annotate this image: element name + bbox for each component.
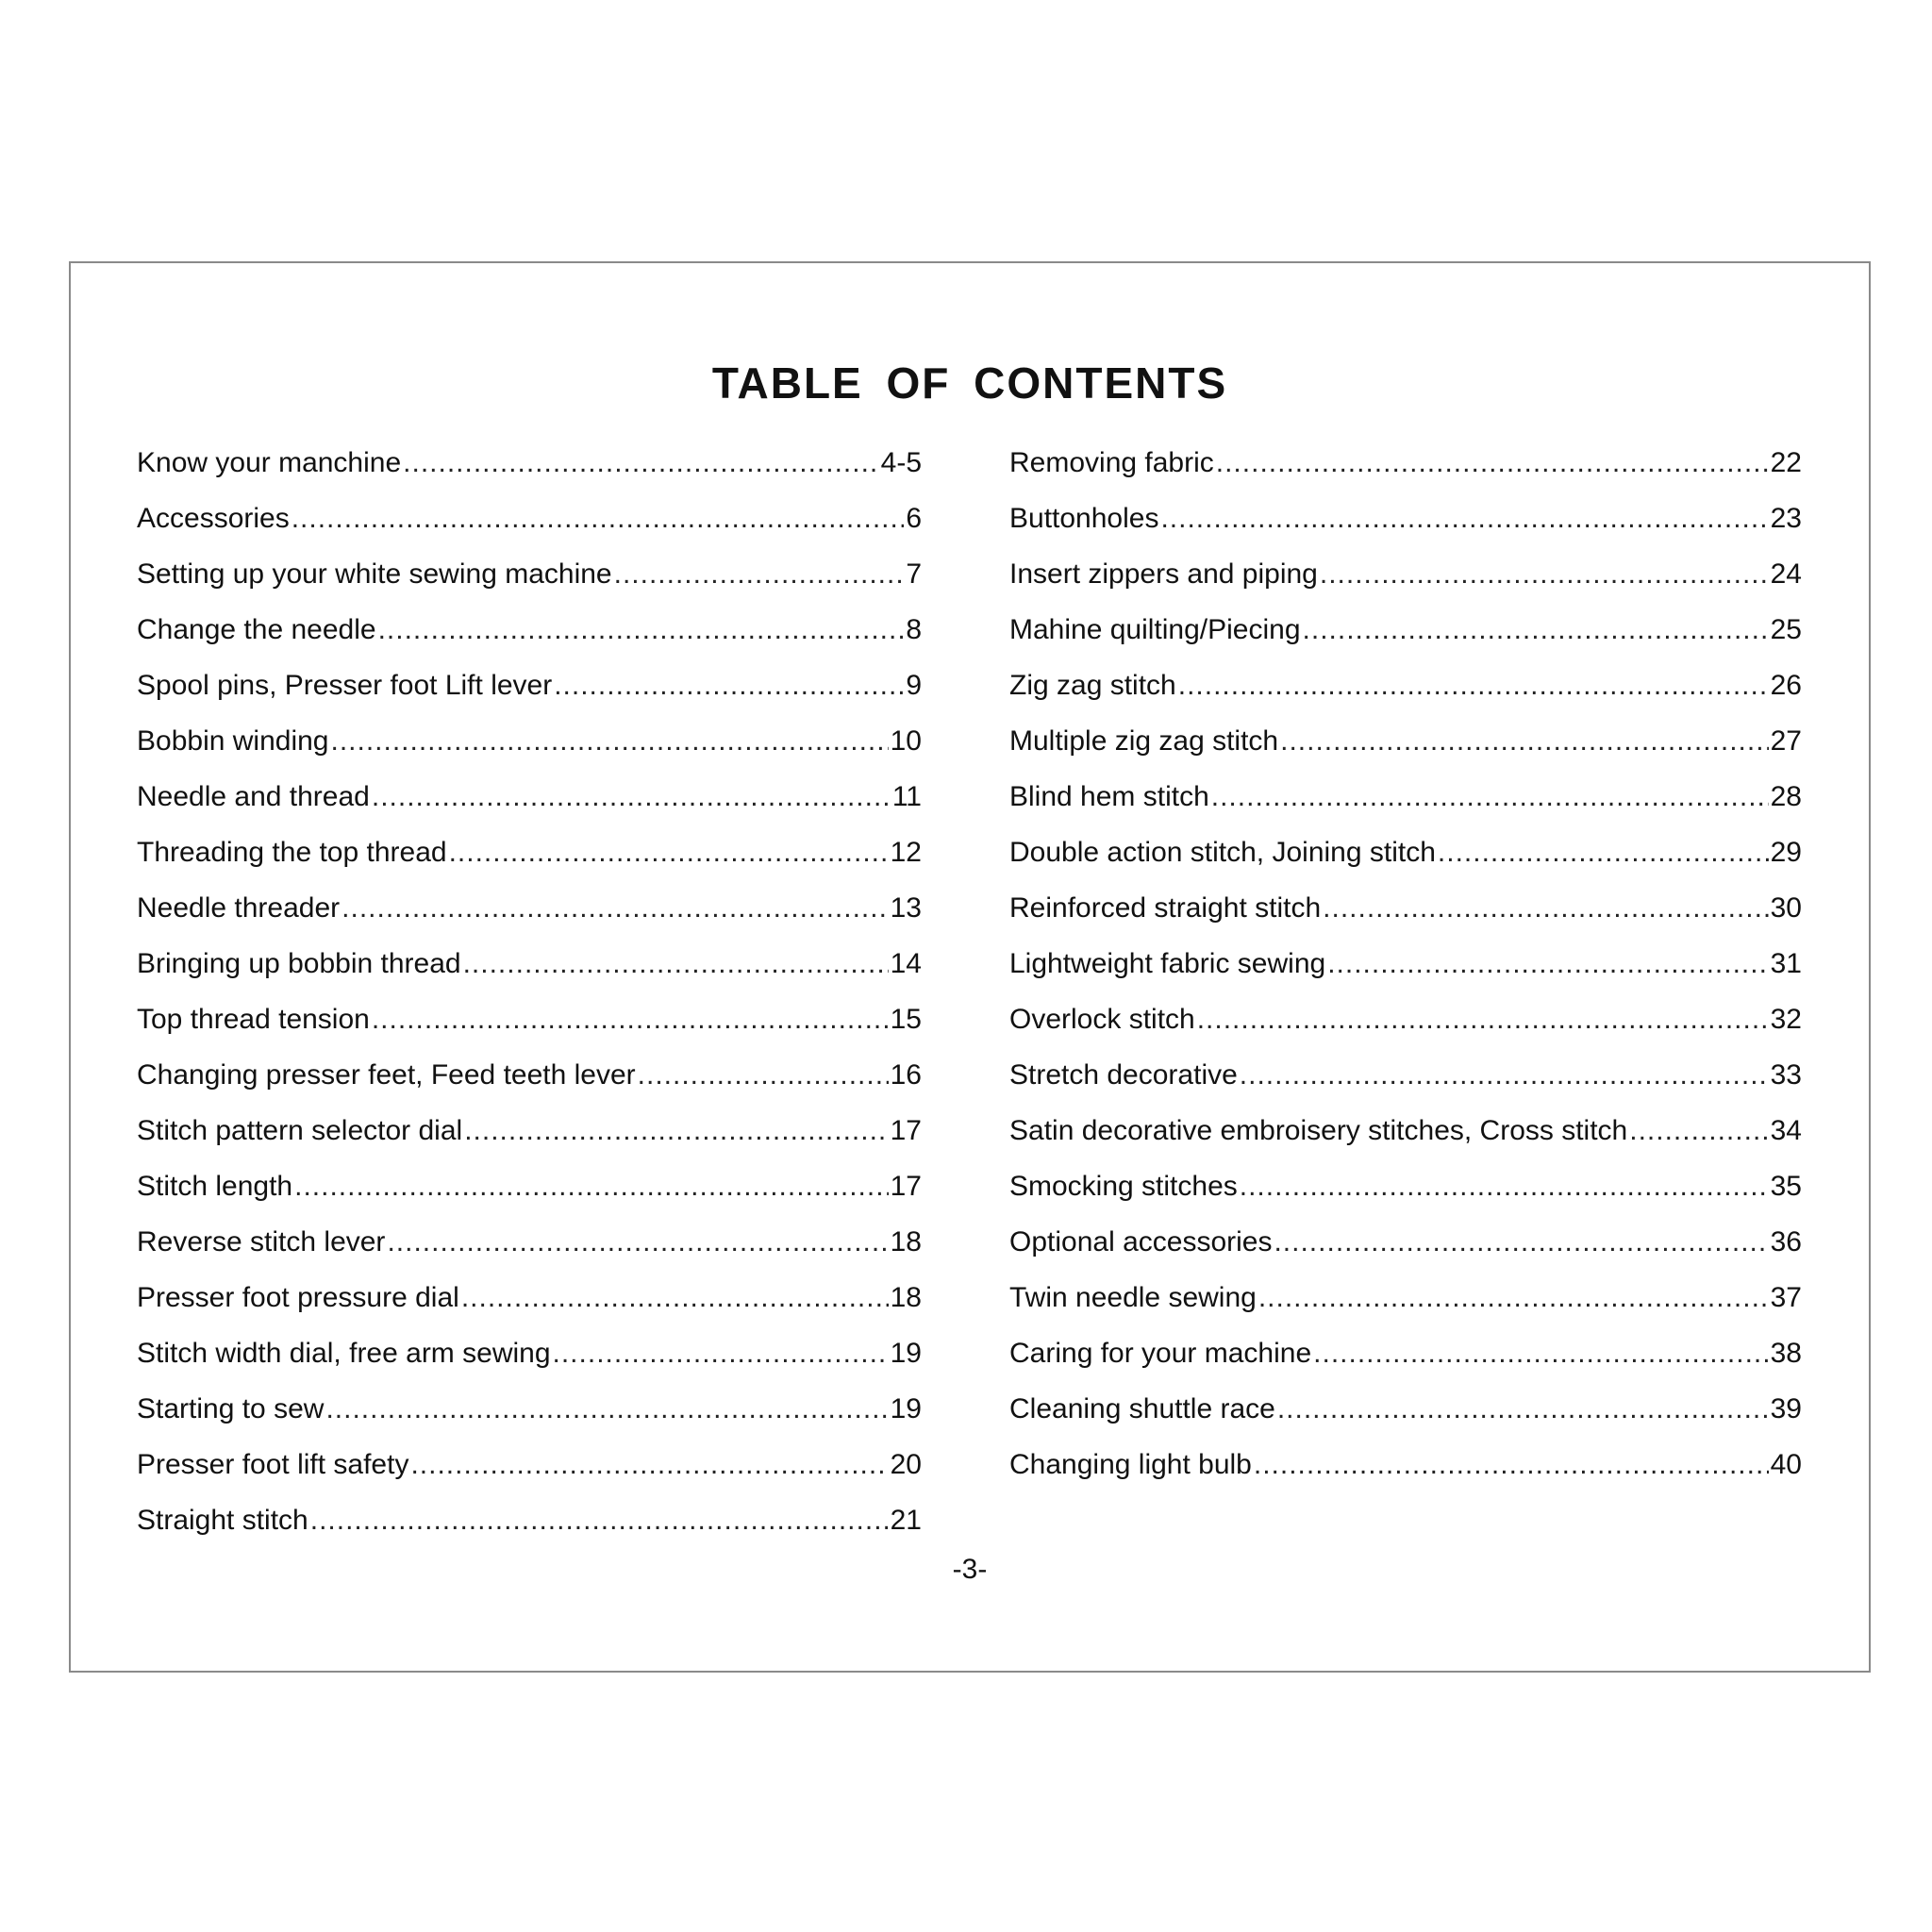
toc-entry-page: 25 xyxy=(1770,614,1802,645)
toc-entry-page: 30 xyxy=(1770,892,1802,924)
toc-entry-title: Lightweight fabric sewing xyxy=(1009,948,1326,979)
toc-entry-page: 16 xyxy=(890,1059,922,1091)
toc-entry-page: 17 xyxy=(890,1115,922,1146)
toc-entry-title: Reverse stitch lever xyxy=(137,1226,386,1257)
toc-entry-page: 13 xyxy=(890,892,922,924)
toc-entry xyxy=(137,1214,922,1270)
toc-entry xyxy=(137,1103,922,1158)
dot-leader xyxy=(449,824,889,880)
toc-entry-page: 11 xyxy=(891,781,922,812)
toc-entry xyxy=(1009,1214,1802,1270)
dot-leader xyxy=(291,491,905,546)
toc-entry xyxy=(137,1047,922,1103)
toc-entry-page: 8 xyxy=(906,614,922,645)
page-frame xyxy=(69,261,1871,1673)
toc-entry-title: Zig zag stitch xyxy=(1009,670,1176,701)
dot-leader xyxy=(410,1437,888,1492)
toc-entry-title: Mahine quilting/Piecing xyxy=(1009,614,1301,645)
toc-entry-page: 21 xyxy=(890,1505,922,1536)
toc-entry-title: Bringing up bobbin thread xyxy=(137,948,461,979)
toc-entry xyxy=(1009,602,1802,658)
toc-entry-page: 24 xyxy=(1770,558,1802,590)
toc-left-column xyxy=(137,435,922,1548)
toc-entry-page: 17 xyxy=(890,1171,922,1202)
toc-entry-page: 27 xyxy=(1770,725,1802,757)
toc-entry xyxy=(137,769,922,824)
toc-entry-page: 31 xyxy=(1770,948,1802,979)
toc-entry xyxy=(1009,435,1802,491)
toc-entry-title: Buttonholes xyxy=(1009,503,1159,534)
toc-entry-page: 32 xyxy=(1770,1004,1802,1035)
dot-leader xyxy=(330,713,888,769)
toc-entry-title: Double action stitch, Joining stitch xyxy=(1009,837,1436,868)
toc-entry xyxy=(1009,658,1802,713)
toc-entry-title: Stitch pattern selector dial xyxy=(137,1115,463,1146)
toc-entry-title: Twin needle sewing xyxy=(1009,1282,1257,1313)
toc-entry-page: 29 xyxy=(1770,837,1802,868)
dot-leader xyxy=(1211,769,1769,824)
toc-entry-page: 36 xyxy=(1770,1226,1802,1257)
toc-entry-page: 35 xyxy=(1770,1171,1802,1202)
dot-leader xyxy=(1438,824,1769,880)
toc-entry-title: Changing light bulb xyxy=(1009,1449,1252,1480)
toc-entry xyxy=(1009,713,1802,769)
toc-entry xyxy=(1009,546,1802,602)
toc-entry-title: Removing fabric xyxy=(1009,447,1214,478)
dot-leader xyxy=(553,1325,889,1381)
toc-entry-title: Caring for your machine xyxy=(1009,1338,1312,1369)
dot-leader xyxy=(1274,1214,1768,1270)
dot-leader xyxy=(1303,602,1769,658)
dot-leader xyxy=(1240,1047,1769,1103)
toc-entry-title: Threading the top thread xyxy=(137,837,447,868)
toc-entry xyxy=(137,936,922,991)
toc-entry-title: Satin decorative embroisery stitches, Cross stitch xyxy=(1009,1115,1628,1146)
dot-leader xyxy=(1197,991,1769,1047)
dot-leader xyxy=(1313,1325,1768,1381)
toc-entry xyxy=(137,1381,922,1437)
toc-entry-page: 19 xyxy=(890,1393,922,1424)
dot-leader xyxy=(1178,658,1769,713)
toc-entry-page: 38 xyxy=(1770,1338,1802,1369)
toc-entry xyxy=(1009,936,1802,991)
toc-entry-title: Change the needle xyxy=(137,614,376,645)
dot-leader xyxy=(378,602,905,658)
toc-entry-page: 39 xyxy=(1770,1393,1802,1424)
dot-leader xyxy=(1323,880,1768,936)
toc-entry xyxy=(137,491,922,546)
toc-entry-title: Smocking stitches xyxy=(1009,1171,1238,1202)
toc-entry xyxy=(137,602,922,658)
page-title: TABLE OF CONTENTS xyxy=(711,358,1228,408)
toc-entry xyxy=(137,713,922,769)
dot-leader xyxy=(464,1103,888,1158)
toc-entry-page: 22 xyxy=(1770,447,1802,478)
toc-entry-title: Setting up your white sewing machine xyxy=(137,558,612,590)
toc-entry-page: 37 xyxy=(1770,1282,1802,1313)
toc-entry-title: Stitch width dial, free arm sewing xyxy=(137,1338,551,1369)
dot-leader xyxy=(1258,1270,1769,1325)
toc-entry-title: Cleaning shuttle race xyxy=(1009,1393,1275,1424)
dot-leader xyxy=(1240,1158,1769,1214)
toc-entry-page: 15 xyxy=(890,1004,922,1035)
toc-entry xyxy=(137,1270,922,1325)
toc-entry-title: Blind hem stitch xyxy=(1009,781,1209,812)
toc-entry xyxy=(1009,1103,1802,1158)
toc-entry-page: 9 xyxy=(906,670,922,701)
toc-entry xyxy=(1009,991,1802,1047)
dot-leader xyxy=(1280,713,1769,769)
dot-leader xyxy=(1216,435,1769,491)
toc-entry-title: Starting to sew xyxy=(137,1393,325,1424)
toc-entry-page: 28 xyxy=(1770,781,1802,812)
toc-entry-page: 4-5 xyxy=(880,447,922,478)
toc-entry-page: 23 xyxy=(1770,503,1802,534)
dot-leader xyxy=(372,991,889,1047)
toc-entry-page: 18 xyxy=(890,1226,922,1257)
toc-entry xyxy=(1009,491,1802,546)
dot-leader xyxy=(372,769,891,824)
toc-entry-page: 33 xyxy=(1770,1059,1802,1091)
toc-entry xyxy=(137,1492,922,1548)
toc-entry-page: 7 xyxy=(906,558,922,590)
dot-leader xyxy=(403,435,878,491)
toc-entry xyxy=(137,880,922,936)
toc-entry-page: 6 xyxy=(906,503,922,534)
dot-leader xyxy=(1277,1381,1769,1437)
toc-entry-title: Reinforced straight stitch xyxy=(1009,892,1322,924)
toc-entry-title: Know your manchine xyxy=(137,447,402,478)
toc-entry-page: 20 xyxy=(890,1449,922,1480)
toc-entry-title: Optional accessories xyxy=(1009,1226,1273,1257)
toc-entry xyxy=(137,991,922,1047)
toc-entry xyxy=(1009,769,1802,824)
toc-entry-title: Presser foot pressure dial xyxy=(137,1282,459,1313)
toc-entry-title: Stitch length xyxy=(137,1171,293,1202)
toc-entry xyxy=(137,435,922,491)
toc-right-column xyxy=(1009,435,1802,1492)
toc-entry xyxy=(137,1158,922,1214)
toc-entry-title: Straight stitch xyxy=(137,1505,308,1536)
toc-entry-page: 26 xyxy=(1770,670,1802,701)
toc-entry-title: Multiple zig zag stitch xyxy=(1009,725,1279,757)
toc-entry-title: Top thread tension xyxy=(137,1004,370,1035)
toc-entry xyxy=(1009,1047,1802,1103)
dot-leader xyxy=(325,1381,888,1437)
toc-entry xyxy=(1009,880,1802,936)
toc-entry-page: 10 xyxy=(890,725,922,757)
dot-leader xyxy=(387,1214,888,1270)
toc-entry xyxy=(1009,1270,1802,1325)
toc-entry-page: 40 xyxy=(1770,1449,1802,1480)
toc-entry-title: Needle and thread xyxy=(137,781,370,812)
toc-entry xyxy=(137,546,922,602)
dot-leader xyxy=(1320,546,1769,602)
toc-entry-page: 12 xyxy=(890,837,922,868)
dot-leader xyxy=(461,1270,889,1325)
toc-entry xyxy=(137,1325,922,1381)
toc-entry-title: Needle threader xyxy=(137,892,341,924)
toc-entry-page: 34 xyxy=(1770,1115,1802,1146)
dot-leader xyxy=(1160,491,1768,546)
toc-entry-title: Overlock stitch xyxy=(1009,1004,1195,1035)
toc-entry-page: 14 xyxy=(890,948,922,979)
dot-leader xyxy=(554,658,904,713)
dot-leader xyxy=(310,1492,889,1548)
toc-entry-page: 18 xyxy=(890,1282,922,1313)
dot-leader xyxy=(638,1047,889,1103)
dot-leader xyxy=(614,546,905,602)
toc-entry-title: Stretch decorative xyxy=(1009,1059,1238,1091)
page-number: -3- xyxy=(952,1554,988,1585)
dot-leader xyxy=(1629,1103,1768,1158)
toc-entry-title: Insert zippers and piping xyxy=(1009,558,1318,590)
dot-leader xyxy=(1254,1437,1769,1492)
dot-leader xyxy=(463,936,889,991)
toc-entry xyxy=(137,1437,922,1492)
toc-entry-title: Accessories xyxy=(137,503,290,534)
toc-entry-title: Bobbin winding xyxy=(137,725,329,757)
toc-entry xyxy=(137,824,922,880)
toc-entry-page: 19 xyxy=(890,1338,922,1369)
toc-entry xyxy=(1009,1437,1802,1492)
dot-leader xyxy=(341,880,888,936)
toc-entry-title: Changing presser feet, Feed teeth lever xyxy=(137,1059,636,1091)
toc-entry xyxy=(1009,1158,1802,1214)
toc-entry-title: Presser foot lift safety xyxy=(137,1449,409,1480)
toc-entry xyxy=(1009,824,1802,880)
dot-leader xyxy=(294,1158,889,1214)
toc-entry xyxy=(1009,1325,1802,1381)
toc-entry xyxy=(137,658,922,713)
toc-entry-title: Spool pins, Presser foot Lift lever xyxy=(137,670,553,701)
dot-leader xyxy=(1327,936,1768,991)
toc-entry xyxy=(1009,1381,1802,1437)
